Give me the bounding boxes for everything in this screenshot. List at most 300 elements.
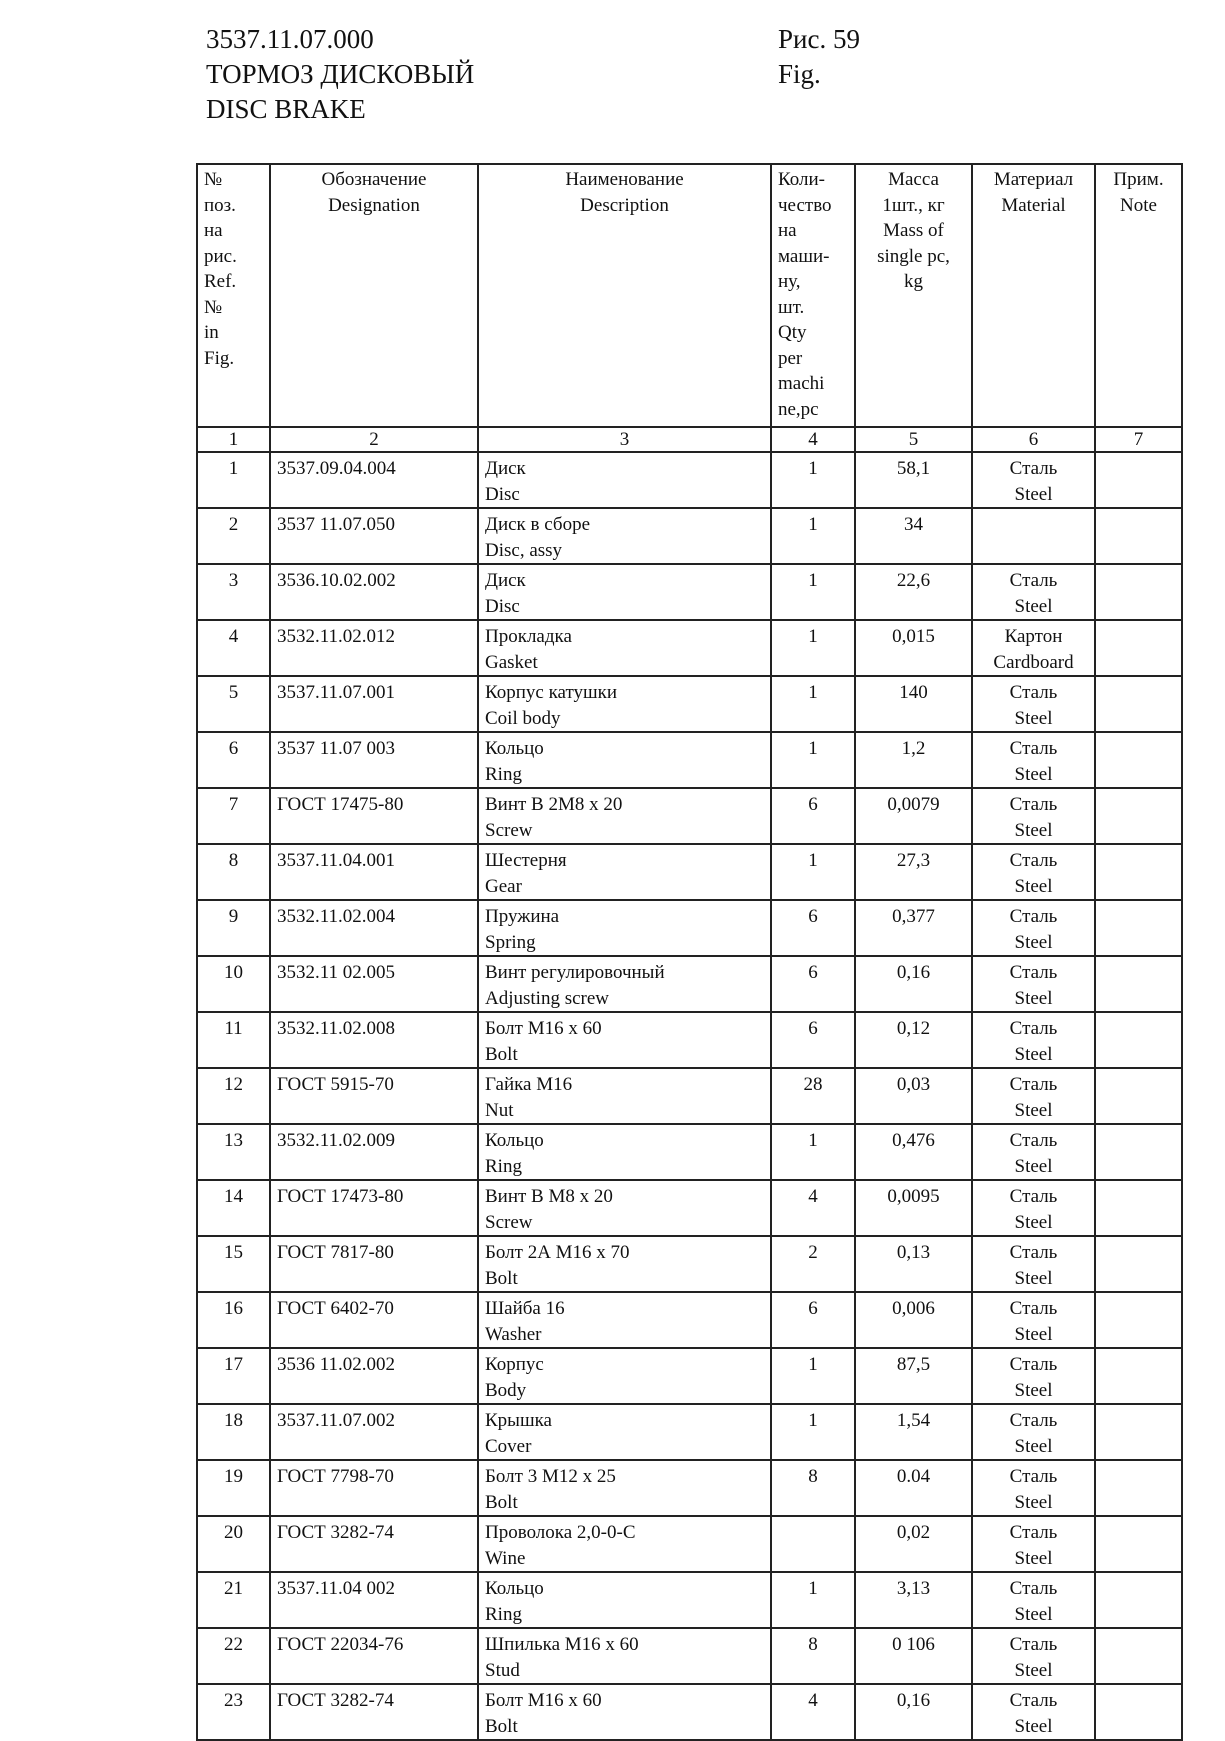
- cell-description: [478, 1180, 771, 1236]
- cell-description-text: Диск в сборе: [485, 514, 591, 535]
- cell-ref-text: 1: [228, 458, 239, 479]
- cell-qty: [771, 1572, 855, 1628]
- cell-material-text: Steel: [1014, 931, 1053, 953]
- cell-material-text: Сталь: [1009, 458, 1058, 479]
- cell-description-text: Проволока 2,0-0-С: [485, 1522, 636, 1543]
- cell-note: [1095, 1348, 1182, 1404]
- cell-designation-text: ГОСТ 6402-70: [277, 1298, 394, 1319]
- cell-description-text: Ring: [485, 1155, 522, 1177]
- cell-qty: [771, 1404, 855, 1460]
- cell-note: [1095, 620, 1182, 676]
- cell-note: [1095, 1012, 1182, 1068]
- cell-material-text: Steel: [1014, 1491, 1053, 1513]
- cell-mass: [855, 1684, 972, 1740]
- cell-material: [972, 564, 1095, 620]
- cell-note: [1095, 452, 1182, 508]
- cell-ref: [197, 1404, 270, 1460]
- cell-designation-text: 3537.11.07.001: [277, 682, 396, 703]
- cell-material-text: Cardboard: [993, 651, 1074, 673]
- figure-label-english: Fig.: [778, 59, 821, 89]
- cell-designation: [270, 1628, 478, 1684]
- cell-material-text: Steel: [1014, 1267, 1053, 1289]
- cell-description: [478, 1404, 771, 1460]
- cell-ref-text: 12: [224, 1074, 243, 1095]
- header-line: Description: [580, 194, 669, 216]
- cell-qty-text: 4: [808, 1186, 818, 1207]
- cell-mass: [855, 732, 972, 788]
- cell-qty-text: 1: [808, 682, 818, 703]
- cell-note: [1095, 1628, 1182, 1684]
- table-row: [197, 564, 1182, 620]
- header-line: Qty: [778, 322, 807, 343]
- cell-description: [478, 1460, 771, 1516]
- cell-material-text: Сталь: [1009, 1354, 1058, 1375]
- cell-material-text: Steel: [1014, 1379, 1053, 1401]
- cell-mass-text: 0,03: [896, 1074, 931, 1095]
- cell-mass: [855, 1236, 972, 1292]
- cell-ref: [197, 1292, 270, 1348]
- cell-mass-text: 0,12: [896, 1018, 931, 1039]
- cell-designation: [270, 788, 478, 844]
- drawing-code: 3537.11.07.000: [206, 24, 374, 54]
- cell-note: [1095, 1404, 1182, 1460]
- cell-description-text: Bolt: [485, 1491, 518, 1513]
- cell-note: [1095, 1292, 1182, 1348]
- cell-description-text: Кольцо: [485, 738, 544, 759]
- cell-note: [1095, 1236, 1182, 1292]
- cell-mass: [855, 620, 972, 676]
- cell-qty-text: 2: [808, 1242, 818, 1263]
- header-mass: [855, 164, 972, 427]
- cell-designation: [270, 1516, 478, 1572]
- cell-material-text: Сталь: [1009, 1410, 1058, 1431]
- table-row: [197, 1236, 1182, 1292]
- header-line: рис.: [204, 245, 237, 267]
- cell-description-text: Disc, assy: [485, 539, 563, 561]
- cell-note: [1095, 1516, 1182, 1572]
- cell-designation: [270, 732, 478, 788]
- table-row: [197, 1684, 1182, 1740]
- cell-description-text: Bolt: [485, 1715, 518, 1737]
- cell-mass-text: 0,13: [896, 1242, 931, 1263]
- cell-description: [478, 788, 771, 844]
- cell-description-text: Крышка: [485, 1410, 552, 1431]
- column-number: 7: [1095, 427, 1182, 452]
- cell-designation-text: ГОСТ 17473-80: [277, 1186, 404, 1207]
- cell-description-text: Гайка М16: [485, 1074, 573, 1095]
- cell-designation: [270, 1236, 478, 1292]
- cell-description-text: Болт М16 х 60: [485, 1018, 602, 1039]
- cell-mass: [855, 1124, 972, 1180]
- header-description: [478, 164, 771, 427]
- cell-material-text: Steel: [1014, 1435, 1053, 1457]
- cell-designation-text: 3537 11.07 003: [277, 738, 396, 759]
- cell-note: [1095, 676, 1182, 732]
- header-line: чество: [778, 194, 832, 216]
- cell-mass: [855, 1348, 972, 1404]
- cell-material-text: Сталь: [1009, 962, 1058, 983]
- cell-designation-text: 3532.11.02.009: [277, 1130, 396, 1151]
- header-line: на: [778, 220, 797, 241]
- cell-material: [972, 620, 1095, 676]
- header-line: на: [204, 220, 223, 241]
- cell-qty-text: 1: [808, 1578, 818, 1599]
- cell-description-text: Coil body: [485, 707, 561, 729]
- cell-ref-text: 23: [224, 1690, 243, 1711]
- cell-ref-text: 17: [224, 1354, 243, 1375]
- cell-description-text: Disc: [485, 483, 520, 505]
- cell-description: [478, 508, 771, 564]
- cell-qty-text: 1: [808, 626, 818, 647]
- cell-qty: [771, 1348, 855, 1404]
- cell-ref-text: 18: [224, 1410, 243, 1431]
- cell-ref-text: 13: [224, 1130, 243, 1151]
- cell-description-text: Wine: [485, 1547, 526, 1569]
- cell-designation: [270, 676, 478, 732]
- cell-ref-text: 4: [228, 626, 239, 647]
- cell-note: [1095, 508, 1182, 564]
- cell-material: [972, 1684, 1095, 1740]
- cell-designation-text: ГОСТ 7798-70: [277, 1466, 394, 1487]
- header-designation: [270, 164, 478, 427]
- cell-qty: [771, 900, 855, 956]
- cell-material: [972, 732, 1095, 788]
- cell-ref: [197, 1516, 270, 1572]
- cell-ref-text: 15: [224, 1242, 243, 1263]
- column-numbers: [197, 427, 1182, 452]
- cell-note: [1095, 900, 1182, 956]
- cell-description-text: Диск: [485, 458, 526, 479]
- cell-qty: [771, 1012, 855, 1068]
- cell-mass-text: 0,476: [892, 1130, 935, 1151]
- cell-designation-text: ГОСТ 3282-74: [277, 1690, 394, 1711]
- cell-mass: [855, 900, 972, 956]
- cell-material-text: Сталь: [1009, 1522, 1058, 1543]
- cell-description-text: Ring: [485, 763, 522, 785]
- header-line: Наименование: [565, 169, 684, 190]
- cell-qty-text: 6: [808, 794, 818, 815]
- cell-designation: [270, 452, 478, 508]
- cell-material: [972, 1628, 1095, 1684]
- cell-material-text: Сталь: [1009, 1186, 1058, 1207]
- cell-mass-text: 140: [899, 682, 928, 703]
- cell-mass: [855, 1012, 972, 1068]
- cell-description-text: Body: [485, 1379, 527, 1401]
- header-line: Designation: [328, 194, 420, 216]
- cell-material-text: Steel: [1014, 595, 1053, 617]
- cell-designation-text: 3537.11.04.001: [277, 850, 396, 871]
- column-number: 1: [197, 427, 270, 452]
- cell-qty-text: 1: [808, 738, 818, 759]
- cell-qty: [771, 452, 855, 508]
- cell-description-text: Washer: [485, 1323, 542, 1345]
- cell-designation: [270, 1572, 478, 1628]
- table-row: [197, 1572, 1182, 1628]
- cell-description-text: Кольцо: [485, 1578, 544, 1599]
- cell-designation: [270, 900, 478, 956]
- cell-material: [972, 956, 1095, 1012]
- cell-mass-text: 0,16: [896, 962, 931, 983]
- cell-material-text: Картон: [1004, 626, 1063, 647]
- header-line: in: [204, 322, 219, 343]
- column-number: 2: [270, 427, 478, 452]
- cell-qty: [771, 1292, 855, 1348]
- header-line: ne,pc: [778, 398, 819, 420]
- cell-description-text: Кольцо: [485, 1130, 544, 1151]
- cell-material-text: Steel: [1014, 1155, 1053, 1177]
- figure-label-russian: Рис. 59: [778, 24, 860, 54]
- cell-material: [972, 1460, 1095, 1516]
- cell-material: [972, 1516, 1095, 1572]
- cell-material-text: Steel: [1014, 707, 1053, 729]
- cell-ref-text: 3: [228, 570, 239, 591]
- cell-description: [478, 620, 771, 676]
- column-number: 4: [771, 427, 855, 452]
- cell-ref: [197, 676, 270, 732]
- cell-designation-text: 3532.11.02.004: [277, 906, 396, 927]
- cell-mass: [855, 956, 972, 1012]
- cell-qty-text: 1: [808, 458, 818, 479]
- cell-designation-text: 3537.09.04.004: [277, 458, 396, 479]
- cell-material: [972, 508, 1095, 564]
- cell-ref-text: 2: [228, 514, 239, 535]
- cell-material-text: Steel: [1014, 1099, 1053, 1121]
- table-row: [197, 900, 1182, 956]
- cell-description: [478, 1516, 771, 1572]
- cell-mass-text: 0,015: [892, 626, 935, 647]
- cell-ref: [197, 1684, 270, 1740]
- cell-qty-text: 1: [808, 1130, 818, 1151]
- cell-designation-text: ГОСТ 22034-76: [277, 1634, 404, 1655]
- cell-ref: [197, 844, 270, 900]
- cell-description: [478, 844, 771, 900]
- cell-qty: [771, 508, 855, 564]
- document-header: [206, 22, 474, 127]
- cell-qty: [771, 844, 855, 900]
- cell-description-text: Spring: [485, 931, 536, 953]
- cell-description: [478, 1236, 771, 1292]
- cell-designation-text: ГОСТ 17475-80: [277, 794, 404, 815]
- cell-designation-text: 3532.11 02.005: [277, 962, 396, 983]
- cell-designation: [270, 1068, 478, 1124]
- cell-ref-text: 6: [228, 738, 239, 759]
- cell-material-text: Steel: [1014, 483, 1053, 505]
- cell-mass-text: 0,006: [892, 1298, 935, 1319]
- cell-description-text: Корпус: [485, 1354, 544, 1375]
- cell-mass-text: 1,54: [896, 1410, 931, 1431]
- cell-mass-text: 0,0095: [887, 1186, 940, 1207]
- table-head: [197, 164, 1182, 452]
- cell-description-text: Болт М16 х 60: [485, 1690, 602, 1711]
- cell-ref: [197, 564, 270, 620]
- cell-description: [478, 452, 771, 508]
- header-line: поз.: [204, 194, 236, 216]
- cell-ref: [197, 1236, 270, 1292]
- cell-description: [478, 732, 771, 788]
- cell-material: [972, 1180, 1095, 1236]
- cell-description: [478, 956, 771, 1012]
- cell-mass-text: 3,13: [896, 1578, 931, 1599]
- cell-ref-text: 21: [224, 1578, 243, 1599]
- cell-designation: [270, 564, 478, 620]
- cell-qty-text: 6: [808, 962, 818, 983]
- cell-designation-text: 3532.11.02.012: [277, 626, 396, 647]
- cell-material-text: Сталь: [1009, 1690, 1058, 1711]
- header-line: per: [778, 347, 803, 369]
- cell-ref-text: 19: [224, 1466, 243, 1487]
- cell-material: [972, 1068, 1095, 1124]
- cell-material-text: Steel: [1014, 819, 1053, 841]
- cell-mass-text: 58,1: [896, 458, 931, 479]
- cell-note: [1095, 732, 1182, 788]
- cell-note: [1095, 1684, 1182, 1740]
- table-row: [197, 844, 1182, 900]
- cell-description: [478, 1068, 771, 1124]
- cell-mass-text: 1,2: [901, 738, 926, 759]
- header-line: kg: [904, 271, 923, 292]
- table-row: [197, 1628, 1182, 1684]
- cell-material-text: Сталь: [1009, 682, 1058, 703]
- cell-mass: [855, 1292, 972, 1348]
- cell-mass-text: 0.04: [896, 1466, 931, 1487]
- cell-qty: [771, 676, 855, 732]
- cell-ref-text: 14: [224, 1186, 243, 1207]
- cell-designation-text: ГОСТ 7817-80: [277, 1242, 394, 1263]
- header-line: №: [204, 169, 223, 190]
- parts-table: [196, 163, 1183, 1741]
- cell-designation-text: 3532.11.02.008: [277, 1018, 396, 1039]
- table-row: [197, 452, 1182, 508]
- cell-designation: [270, 1292, 478, 1348]
- column-number: 5: [855, 427, 972, 452]
- cell-qty: [771, 788, 855, 844]
- cell-description-text: Болт 3 М12 х 25: [485, 1466, 616, 1487]
- cell-mass-text: 0,02: [896, 1522, 931, 1543]
- cell-material-text: Сталь: [1009, 1634, 1058, 1655]
- cell-ref: [197, 452, 270, 508]
- cell-mass: [855, 1460, 972, 1516]
- cell-designation: [270, 620, 478, 676]
- cell-description-text: Gasket: [485, 651, 538, 673]
- cell-qty: [771, 1628, 855, 1684]
- cell-ref-text: 16: [224, 1298, 243, 1319]
- cell-qty: [771, 1516, 855, 1572]
- cell-material-text: Сталь: [1009, 794, 1058, 815]
- table-row: [197, 788, 1182, 844]
- header-line: single pc,: [877, 245, 950, 267]
- cell-designation-text: 3537.11.04 002: [277, 1578, 396, 1599]
- cell-qty: [771, 1124, 855, 1180]
- table-body: [197, 452, 1182, 1740]
- header-line: Ref.: [204, 271, 237, 292]
- header-line: Note: [1120, 194, 1157, 216]
- cell-mass-text: 27,3: [896, 850, 931, 871]
- cell-designation: [270, 1012, 478, 1068]
- cell-qty-text: 6: [808, 1298, 818, 1319]
- table-row: [197, 732, 1182, 788]
- cell-material-text: Steel: [1014, 1547, 1053, 1569]
- cell-material: [972, 1012, 1095, 1068]
- cell-mass: [855, 1180, 972, 1236]
- cell-material-text: Сталь: [1009, 570, 1058, 591]
- cell-qty: [771, 620, 855, 676]
- cell-mass-text: 0,0079: [887, 794, 940, 815]
- table-row: [197, 1404, 1182, 1460]
- header-line: Material: [1001, 194, 1066, 216]
- cell-qty-text: 28: [803, 1074, 823, 1095]
- table-row: [197, 1460, 1182, 1516]
- cell-description: [478, 900, 771, 956]
- cell-qty: [771, 1684, 855, 1740]
- cell-description: [478, 564, 771, 620]
- table-row: [197, 676, 1182, 732]
- header-line: Обозначение: [321, 169, 427, 190]
- cell-mass: [855, 1572, 972, 1628]
- header-line: маши-: [778, 245, 830, 267]
- cell-ref: [197, 1180, 270, 1236]
- cell-ref-text: 8: [228, 850, 239, 871]
- header-line: Масса: [888, 169, 939, 190]
- table-row: [197, 1348, 1182, 1404]
- cell-material-text: Steel: [1014, 1211, 1053, 1233]
- cell-qty: [771, 1068, 855, 1124]
- header-line: Прим.: [1113, 169, 1164, 190]
- title-russian: ТОРМОЗ ДИСКОВЫЙ: [206, 59, 475, 89]
- header-line: Fig.: [204, 347, 235, 369]
- cell-designation: [270, 1348, 478, 1404]
- cell-designation: [270, 1404, 478, 1460]
- cell-note: [1095, 1124, 1182, 1180]
- cell-material-text: Сталь: [1009, 1242, 1058, 1263]
- cell-description-text: Cover: [485, 1435, 532, 1457]
- cell-mass-text: 87,5: [896, 1354, 931, 1375]
- cell-qty: [771, 956, 855, 1012]
- cell-material-text: Steel: [1014, 875, 1053, 897]
- cell-material-text: Steel: [1014, 987, 1053, 1009]
- cell-mass: [855, 788, 972, 844]
- cell-mass-text: 34: [904, 514, 923, 535]
- cell-designation: [270, 508, 478, 564]
- cell-note: [1095, 1180, 1182, 1236]
- cell-material-text: Steel: [1014, 1659, 1053, 1681]
- cell-description: [478, 1012, 771, 1068]
- cell-description-text: Screw: [485, 1211, 533, 1233]
- header-line: machi: [778, 373, 825, 394]
- header-line: Mass of: [883, 220, 944, 241]
- cell-ref: [197, 1124, 270, 1180]
- cell-mass: [855, 676, 972, 732]
- cell-mass-text: 0,377: [892, 906, 935, 927]
- header-ref: [197, 164, 270, 427]
- cell-qty: [771, 1460, 855, 1516]
- table-row: [197, 1516, 1182, 1572]
- cell-ref: [197, 1572, 270, 1628]
- cell-description-text: Шестерня: [485, 850, 567, 871]
- cell-qty: [771, 732, 855, 788]
- table-row: [197, 1124, 1182, 1180]
- cell-material: [972, 900, 1095, 956]
- cell-ref: [197, 900, 270, 956]
- cell-ref: [197, 620, 270, 676]
- cell-qty-text: 1: [808, 850, 818, 871]
- cell-material: [972, 788, 1095, 844]
- cell-note: [1095, 1460, 1182, 1516]
- cell-material: [972, 1348, 1095, 1404]
- cell-ref: [197, 1460, 270, 1516]
- cell-description-text: Корпус катушки: [485, 682, 618, 703]
- header-line: 1шт., кг: [882, 194, 945, 216]
- cell-note: [1095, 956, 1182, 1012]
